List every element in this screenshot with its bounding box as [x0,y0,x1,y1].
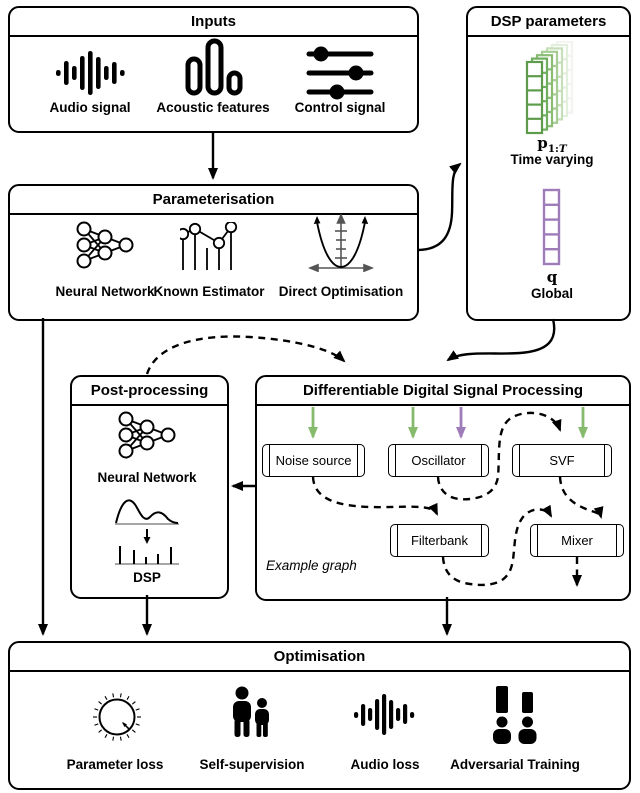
p-symbol: $p_{1:T}$ [537,134,567,155]
time-varying-stack-icon [524,41,578,135]
post-processing-title: Post-processing [72,377,227,406]
oscillator-label: Oscillator [411,453,466,468]
global-vector-icon [540,188,564,268]
filterbank-module [390,524,489,557]
self-supervision-label: Self-supervision [199,757,305,772]
svf-module [512,444,612,477]
global-label: Global [530,286,573,301]
adversaries-icon [489,686,541,744]
ddsp-title: Differentiable Digital Signal Processing [257,377,629,406]
pp-dsp-label: DSP [133,570,161,585]
inputs-title: Inputs [10,8,417,37]
direct-optimisation-label: Direct Optimisation [278,284,404,299]
acoustic-features-icon [184,38,244,98]
sliders-icon [306,46,374,100]
adversarial-training-label: Adversarial Training [450,757,580,772]
pp-neural-network-label: Neural Network [97,470,197,485]
edge-post-processing-to-ddsp-dashed [147,336,344,374]
control-signal-label: Control signal [294,100,386,115]
mixer-label: Mixer [561,533,593,548]
dsp-parameters-title: DSP parameters [468,8,629,37]
example-graph-caption: Example graph [266,558,357,573]
audio-waveform-icon [56,48,126,98]
audio-signal-label: Audio signal [49,100,131,115]
people-icon [229,686,275,748]
noise-source-module [262,444,365,477]
audio-waveform-icon [354,692,416,738]
stem-plot-icon [180,222,238,270]
neural-network-icon [118,410,176,460]
audio-loss-label: Audio loss [350,757,420,772]
noise-source-label: Noise source [275,453,352,468]
parabola-icon [308,214,374,272]
neural-network-label: Neural Network [55,284,155,299]
mixer-module [530,524,624,557]
q-symbol: q [546,268,558,286]
optimisation-title: Optimisation [10,643,629,672]
svf-label: SVF [549,453,575,468]
time-varying-label: Time varying [510,152,594,167]
parameterisation-title: Parameterisation [10,186,417,215]
edge-dsp-parameters-to-ddsp [448,319,554,360]
knob-icon [89,689,145,745]
neural-network-icon [76,220,134,270]
parameter-loss-label: Parameter loss [66,757,164,772]
dsp-transform-icon [113,494,181,566]
oscillator-module [388,444,489,477]
known-estimator-label: Known Estimator [153,284,265,299]
filterbank-label: Filterbank [410,533,469,548]
edge-parameterisation-to-dsp-parameters [417,164,460,250]
acoustic-features-label: Acoustic features [156,100,270,115]
